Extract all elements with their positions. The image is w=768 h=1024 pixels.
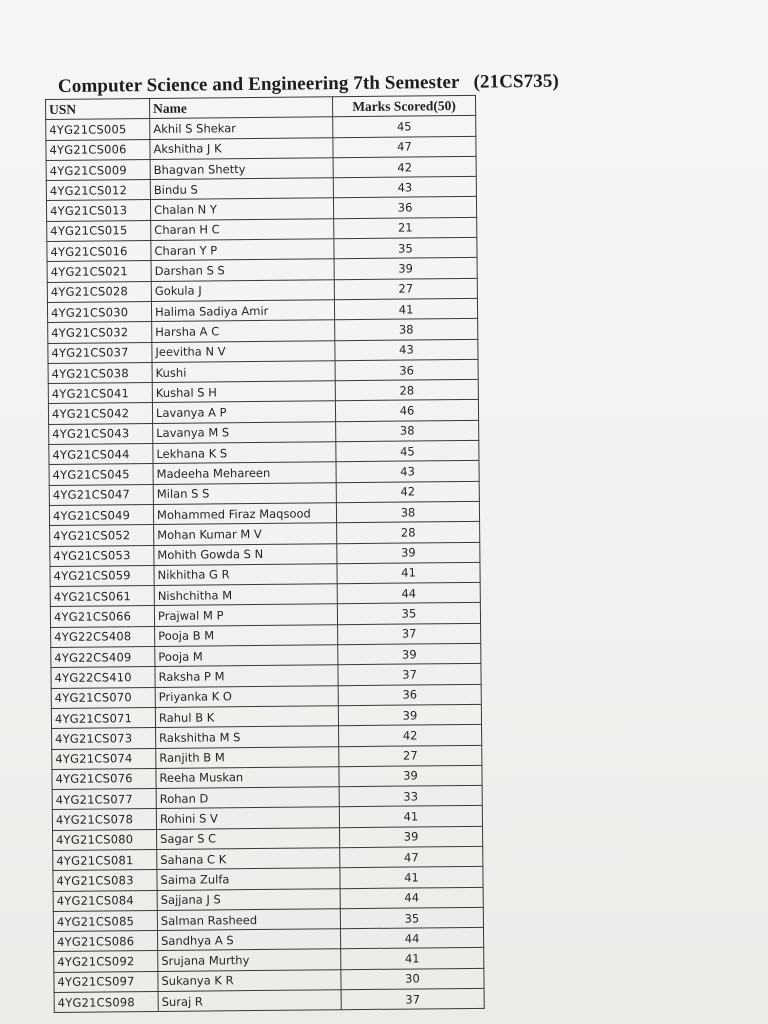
name-cell: Reeha Muskan: [156, 767, 339, 789]
name-cell: Mohammed Firaz Maqsood: [153, 503, 336, 525]
usn-cell: 4YG21CS097: [54, 971, 158, 992]
name-cell: Chalan N Y: [150, 198, 333, 220]
name-cell: Rohini S V: [156, 807, 339, 829]
name-cell: Saima Zulfa: [157, 868, 340, 890]
marks-cell: 44: [337, 582, 480, 604]
usn-cell: 4YG21CS071: [51, 707, 155, 728]
usn-cell: 4YG21CS053: [50, 545, 154, 566]
marks-cell: 37: [341, 988, 484, 1010]
marks-cell: 45: [336, 440, 479, 462]
usn-cell: 4YG21CS066: [50, 606, 154, 627]
usn-cell: 4YG21CS092: [54, 951, 158, 972]
marks-cell: 39: [340, 826, 483, 848]
usn-cell: 4YG21CS098: [54, 992, 158, 1013]
marks-cell: 27: [334, 278, 477, 300]
usn-cell: 4YG21CS006: [46, 139, 150, 160]
name-cell: Kushi: [152, 361, 335, 383]
marks-cell: 41: [334, 298, 477, 320]
marks-sheet: [45, 95, 494, 1014]
usn-cell: 4YG21CS038: [48, 362, 152, 383]
marks-cell: 30: [341, 968, 484, 990]
name-cell: Priyanka K O: [155, 685, 338, 707]
name-cell: Madeeha Mehareen: [153, 462, 336, 484]
marks-cell: 27: [339, 745, 482, 767]
name-cell: Rahul B K: [155, 706, 338, 728]
name-cell: Lavanya A P: [152, 401, 335, 423]
name-cell: Mohith Gowda S N: [154, 543, 337, 565]
usn-cell: 4YG21CS076: [52, 768, 156, 789]
name-cell: Salman Rasheed: [157, 909, 340, 931]
name-cell: Raksha P M: [155, 665, 338, 687]
usn-cell: 4YG22CS410: [51, 667, 155, 688]
name-cell: Mohan Kumar M V: [154, 523, 337, 545]
marks-cell: 37: [338, 623, 481, 645]
name-cell: Ranjith B M: [156, 746, 339, 768]
marks-cell: 45: [333, 116, 476, 138]
marks-cell: 39: [337, 542, 480, 564]
name-cell: Pooja M: [155, 645, 338, 667]
marks-cell: 41: [339, 806, 482, 828]
marks-cell: 47: [333, 136, 476, 158]
usn-cell: 4YG21CS070: [51, 687, 155, 708]
course-code: (21CS735): [473, 70, 559, 93]
name-cell: Sajjana J S: [157, 888, 340, 910]
usn-cell: 4YG21CS041: [48, 383, 152, 404]
marks-cell: 43: [333, 177, 476, 199]
usn-cell: 4YG21CS077: [52, 789, 156, 810]
title-text: Computer Science and Engineering 7th Semester: [57, 71, 460, 97]
name-cell: Kushal S H: [152, 381, 335, 403]
name-cell: Lekhana K S: [153, 442, 336, 464]
name-cell: Srujana Murthy: [158, 949, 341, 971]
usn-cell: 4YG21CS013: [46, 200, 150, 221]
marks-cell: 38: [336, 420, 479, 442]
marks-cell: 28: [335, 380, 478, 402]
name-cell: Darshan S S: [151, 259, 334, 281]
marks-cell: 28: [337, 522, 480, 544]
name-cell: Suraj R: [158, 990, 341, 1012]
marks-cell: 38: [335, 319, 478, 341]
name-cell: Rohan D: [156, 787, 339, 809]
marks-cell: 44: [340, 928, 483, 950]
marks-cell: 39: [338, 704, 481, 726]
usn-cell: 4YG21CS059: [50, 565, 154, 586]
marks-cell: 21: [334, 217, 477, 239]
marks-cell: 38: [336, 501, 479, 523]
marks-table: [45, 95, 485, 1013]
name-cell: Milan S S: [153, 482, 336, 504]
usn-cell: 4YG21CS074: [52, 748, 156, 769]
usn-cell: 4YG21CS085: [53, 910, 157, 931]
usn-cell: 4YG21CS061: [50, 586, 154, 607]
usn-cell: 4YG21CS073: [52, 728, 156, 749]
marks-cell: 47: [340, 846, 483, 868]
marks-cell: 39: [338, 643, 481, 665]
usn-cell: 4YG21CS049: [49, 504, 153, 525]
name-cell: Sukanya K R: [158, 969, 341, 991]
usn-cell: 4YG21CS028: [47, 281, 151, 302]
name-cell: Gokula J: [151, 279, 334, 301]
marks-cell: 42: [336, 481, 479, 503]
name-cell: Bindu S: [150, 178, 333, 200]
marks-cell: 42: [333, 156, 476, 178]
name-cell: Nishchitha M: [154, 584, 337, 606]
usn-cell: 4YG21CS005: [46, 119, 150, 140]
name-cell: Lavanya M S: [153, 421, 336, 443]
usn-cell: 4YG21CS078: [52, 809, 156, 830]
usn-cell: 4YG21CS042: [48, 403, 152, 424]
usn-cell: 4YG21CS021: [47, 261, 151, 282]
marks-cell: 43: [336, 461, 479, 483]
marks-cell: 37: [338, 664, 481, 686]
usn-cell: 4YG21CS086: [53, 931, 157, 952]
usn-cell: 4YG21CS083: [53, 870, 157, 891]
usn-cell: 4YG21CS052: [50, 525, 154, 546]
name-cell: Sandhya A S: [157, 929, 340, 951]
name-cell: Bhagvan Shetty: [150, 158, 333, 180]
marks-cell: 36: [333, 197, 476, 219]
marks-cell: 46: [335, 400, 478, 422]
usn-cell: 4YG22CS408: [51, 626, 155, 647]
marks-cell: 42: [339, 725, 482, 747]
usn-cell: 4YG21CS009: [46, 159, 150, 180]
name-cell: Halima Sadiya Amir: [151, 300, 334, 322]
usn-cell: 4YG21CS081: [53, 849, 157, 870]
usn-cell: 4YG21CS030: [47, 301, 151, 322]
usn-cell: 4YG21CS080: [53, 829, 157, 850]
header-usn: USN: [46, 98, 150, 119]
document-title: [58, 69, 718, 98]
usn-cell: 4YG21CS043: [49, 423, 153, 444]
usn-cell: 4YG21CS045: [49, 464, 153, 485]
name-cell: Prajwal M P: [154, 604, 337, 626]
usn-cell: 4YG21CS015: [47, 220, 151, 241]
marks-cell: 39: [339, 765, 482, 787]
header-name: Name: [149, 97, 332, 119]
name-cell: Pooja B M: [155, 624, 338, 646]
usn-cell: 4YG21CS037: [48, 342, 152, 363]
marks-cell: 41: [340, 867, 483, 889]
marks-cell: 36: [335, 359, 478, 381]
name-cell: Sagar S C: [157, 827, 340, 849]
usn-cell: 4YG21CS084: [53, 890, 157, 911]
name-cell: Akshitha J K: [150, 137, 333, 159]
table-body: [46, 116, 485, 1013]
usn-cell: 4YG21CS044: [49, 444, 153, 465]
marks-cell: 35: [337, 603, 480, 625]
name-cell: Jeevitha N V: [152, 340, 335, 362]
marks-cell: 44: [340, 887, 483, 909]
usn-cell: 4YG21CS047: [49, 484, 153, 505]
usn-cell: 4YG21CS032: [48, 322, 152, 343]
name-cell: Charan H C: [151, 219, 334, 241]
name-cell: Akhil S Shekar: [150, 117, 333, 139]
name-cell: Nikhitha G R: [154, 564, 337, 586]
marks-cell: 35: [334, 237, 477, 259]
usn-cell: 4YG21CS012: [46, 180, 150, 201]
name-cell: Rakshitha M S: [156, 726, 339, 748]
marks-cell: 41: [337, 562, 480, 584]
usn-cell: 4YG22CS409: [51, 646, 155, 667]
marks-cell: 43: [335, 339, 478, 361]
marks-cell: 39: [334, 258, 477, 280]
name-cell: Charan Y P: [151, 239, 334, 261]
marks-cell: 36: [338, 684, 481, 706]
usn-cell: 4YG21CS016: [47, 241, 151, 262]
marks-cell: 41: [341, 948, 484, 970]
marks-cell: 33: [339, 785, 482, 807]
name-cell: Sahana C K: [157, 848, 340, 870]
marks-cell: 35: [340, 907, 483, 929]
table-row: [54, 988, 484, 1012]
name-cell: Harsha A C: [152, 320, 335, 342]
header-marks: Marks Scored(50): [332, 95, 475, 117]
